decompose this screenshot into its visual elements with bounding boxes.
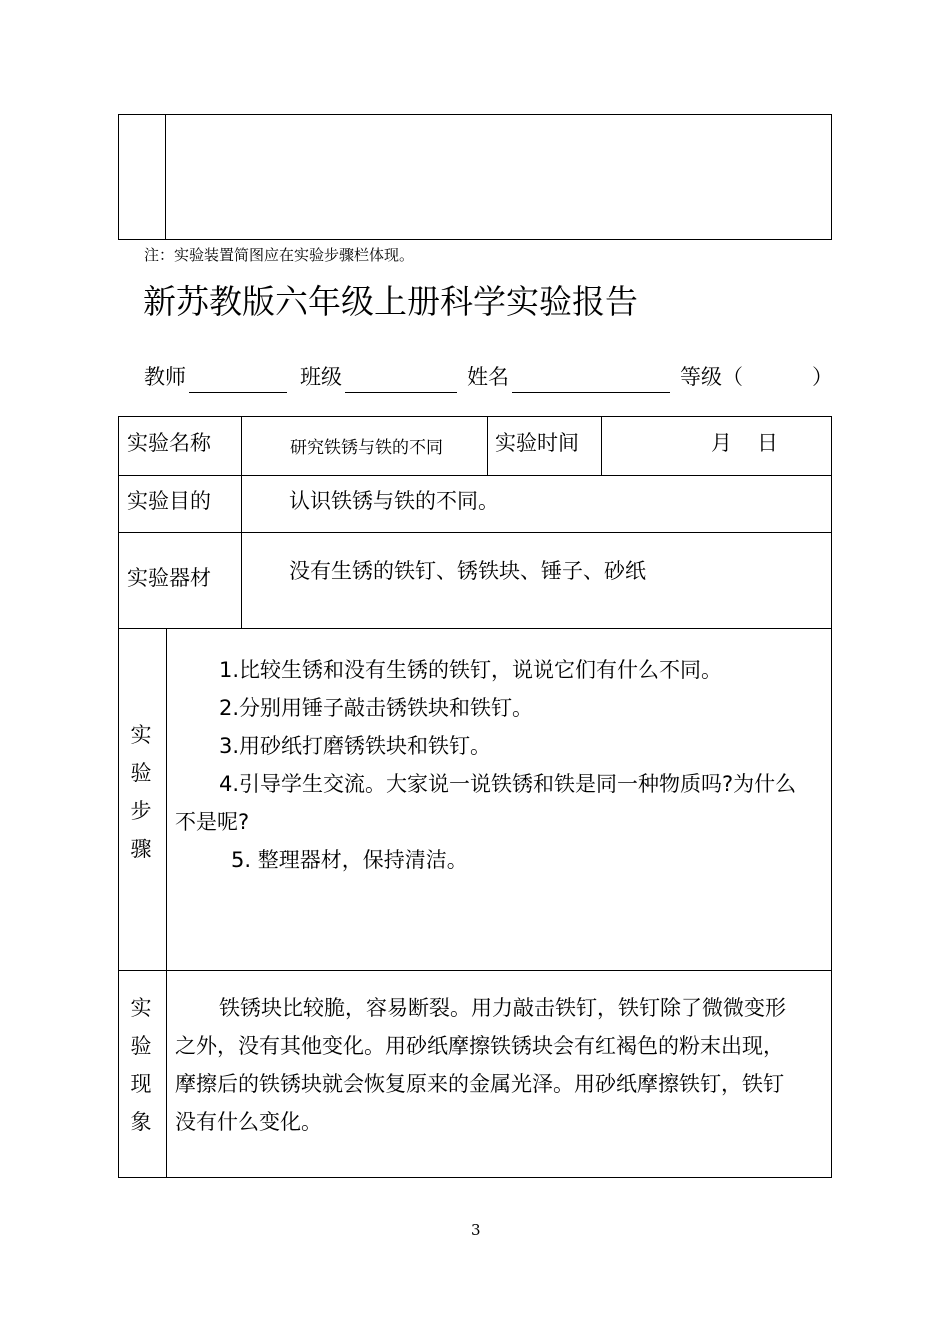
experiment-phenomena-label: 实 验 现 象 [130, 996, 152, 1134]
experiment-purpose-label: 实验目的 [127, 489, 211, 513]
step-item: 1.比较生锈和没有生锈的铁钉，说说它们有什么不同。 [219, 658, 723, 682]
phenomena-line: 摩擦后的铁锈块就会恢复原来的金属光泽。用砂纸摩擦铁钉，铁钉 [175, 1072, 784, 1096]
page-number: 3 [471, 1221, 481, 1239]
experiment-time-month: 月 [711, 431, 732, 455]
experiment-purpose-value: 认识铁锈与铁的不同。 [289, 489, 499, 513]
teacher-label: 教师 [144, 365, 186, 389]
experiment-time-day: 日 [757, 431, 778, 455]
experiment-time-label: 实验时间 [495, 431, 579, 455]
experiment-steps-list [175, 651, 796, 879]
step-item: 不是呢? [175, 810, 250, 834]
class-field-underline [345, 392, 457, 393]
experiment-name-value: 研究铁锈与铁的不同 [290, 438, 443, 458]
experiment-materials-value: 没有生锈的铁钉、锈铁块、锤子、砂纸 [289, 559, 646, 583]
grade-label: 等级（ [680, 365, 743, 389]
experiment-name-label: 实验名称 [127, 431, 211, 455]
name-field-underline [512, 392, 670, 393]
experiment-steps-label: 实 验 步 骤 [130, 723, 152, 861]
class-label: 班级 [300, 365, 342, 389]
note-text: 注：实验装置简图应在实验步骤栏体现。 [144, 246, 415, 264]
phenomena-line: 之外，没有其他变化。用砂纸摩擦铁锈块会有红褐色的粉末出现， [175, 1034, 784, 1058]
name-label: 姓名 [467, 365, 509, 389]
experiment-phenomena-text [175, 989, 786, 1141]
page-title: 新苏教版六年级上册科学实验报告 [143, 282, 638, 321]
step-item: 4.引导学生交流。大家说一说铁锈和铁是同一种物质吗?为什么 [219, 772, 797, 796]
step-item: 2.分别用锤子敲击锈铁块和铁钉。 [219, 696, 534, 720]
experiment-materials-label: 实验器材 [127, 566, 211, 590]
phenomena-line: 没有什么变化。 [175, 1110, 322, 1134]
step-item: 3.用砂纸打磨锈铁块和铁钉。 [219, 734, 492, 758]
teacher-field-underline [189, 392, 287, 393]
phenomena-line: 铁锈块比较脆，容易断裂。用力敲击铁钉，铁钉除了微微变形 [219, 996, 786, 1020]
step-item: 5. 整理器材，保持清洁。 [231, 848, 468, 872]
grade-close: ） [812, 365, 833, 389]
